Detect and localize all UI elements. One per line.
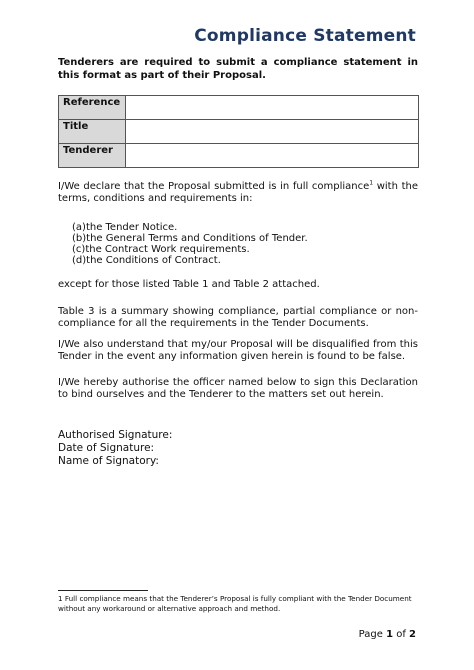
intro-instruction: Tenderers are required to submit a compliance statement in this format as part of their Proposal. xyxy=(58,57,418,81)
page-of: of xyxy=(393,629,410,640)
footnote-reference: 1 xyxy=(369,179,374,187)
exceptions-paragraph: except for those listed Table 1 and Table 2 attached. xyxy=(58,279,320,290)
reference-label: Reference xyxy=(59,96,126,120)
page-title: Compliance Statement xyxy=(194,26,416,46)
list-item xyxy=(72,244,402,255)
authorisation-paragraph: I/We hereby authorise the officer named below to sign this Declaration to bind ourselves and the Tenderer to the matters set out herein. xyxy=(58,377,418,400)
table-row xyxy=(59,120,419,144)
footnote-text: Full compliance means that the Tenderer’s Proposal is fully compliant with the Tender Document without any workaround or alternative approach and method. xyxy=(58,594,412,613)
declaration-paragraph xyxy=(58,181,418,205)
signature-block xyxy=(58,429,172,468)
footnote-divider xyxy=(58,590,148,591)
list-marker: (c) xyxy=(72,244,86,255)
declaration-start: I/We declare that the Proposal submitted is in full compliance xyxy=(58,181,370,192)
page-prefix: Page xyxy=(358,629,387,640)
reference-table xyxy=(58,95,419,168)
name-of-signatory-label: Name of Signatory: xyxy=(58,455,159,467)
list-item xyxy=(72,222,402,233)
list-marker: (d) xyxy=(72,255,87,266)
list-marker: (a) xyxy=(72,222,86,233)
declaration-end: with the terms, conditions and requirements in: xyxy=(58,181,418,204)
authorised-signature-label: Authorised Signature: xyxy=(58,429,173,441)
list-item xyxy=(72,233,402,244)
page-number xyxy=(359,629,416,640)
title-label: Title xyxy=(59,120,126,144)
disqualification-paragraph: I/We also understand that my/our Proposal will be disqualified from this Tender in the event any information given herein is found to be false. xyxy=(58,339,418,362)
list-text: the Tender Notice. xyxy=(85,222,178,233)
date-of-signature-label: Date of Signature: xyxy=(58,442,155,454)
table-row xyxy=(59,144,419,168)
list-text: the General Terms and Conditions of Tender. xyxy=(86,233,308,244)
reference-value xyxy=(126,96,419,120)
table3-paragraph: Table 3 is a summary showing compliance, partial compliance or non-compliance for all the requirements in the Tender Documents. xyxy=(58,306,418,329)
footnote xyxy=(58,594,418,614)
table-row xyxy=(59,96,419,120)
page-current: 1 xyxy=(386,629,394,640)
list-text: the Conditions of Contract. xyxy=(86,255,221,266)
footnote-number: 1 xyxy=(58,594,63,603)
title-value xyxy=(126,120,419,144)
tenderer-label: Tenderer xyxy=(59,144,126,168)
tenderer-value xyxy=(126,144,419,168)
page-total: 2 xyxy=(409,629,416,640)
requirements-list xyxy=(72,222,402,266)
list-marker: (b) xyxy=(72,233,87,244)
list-item xyxy=(72,255,402,266)
list-text: the Contract Work requirements. xyxy=(85,244,250,255)
